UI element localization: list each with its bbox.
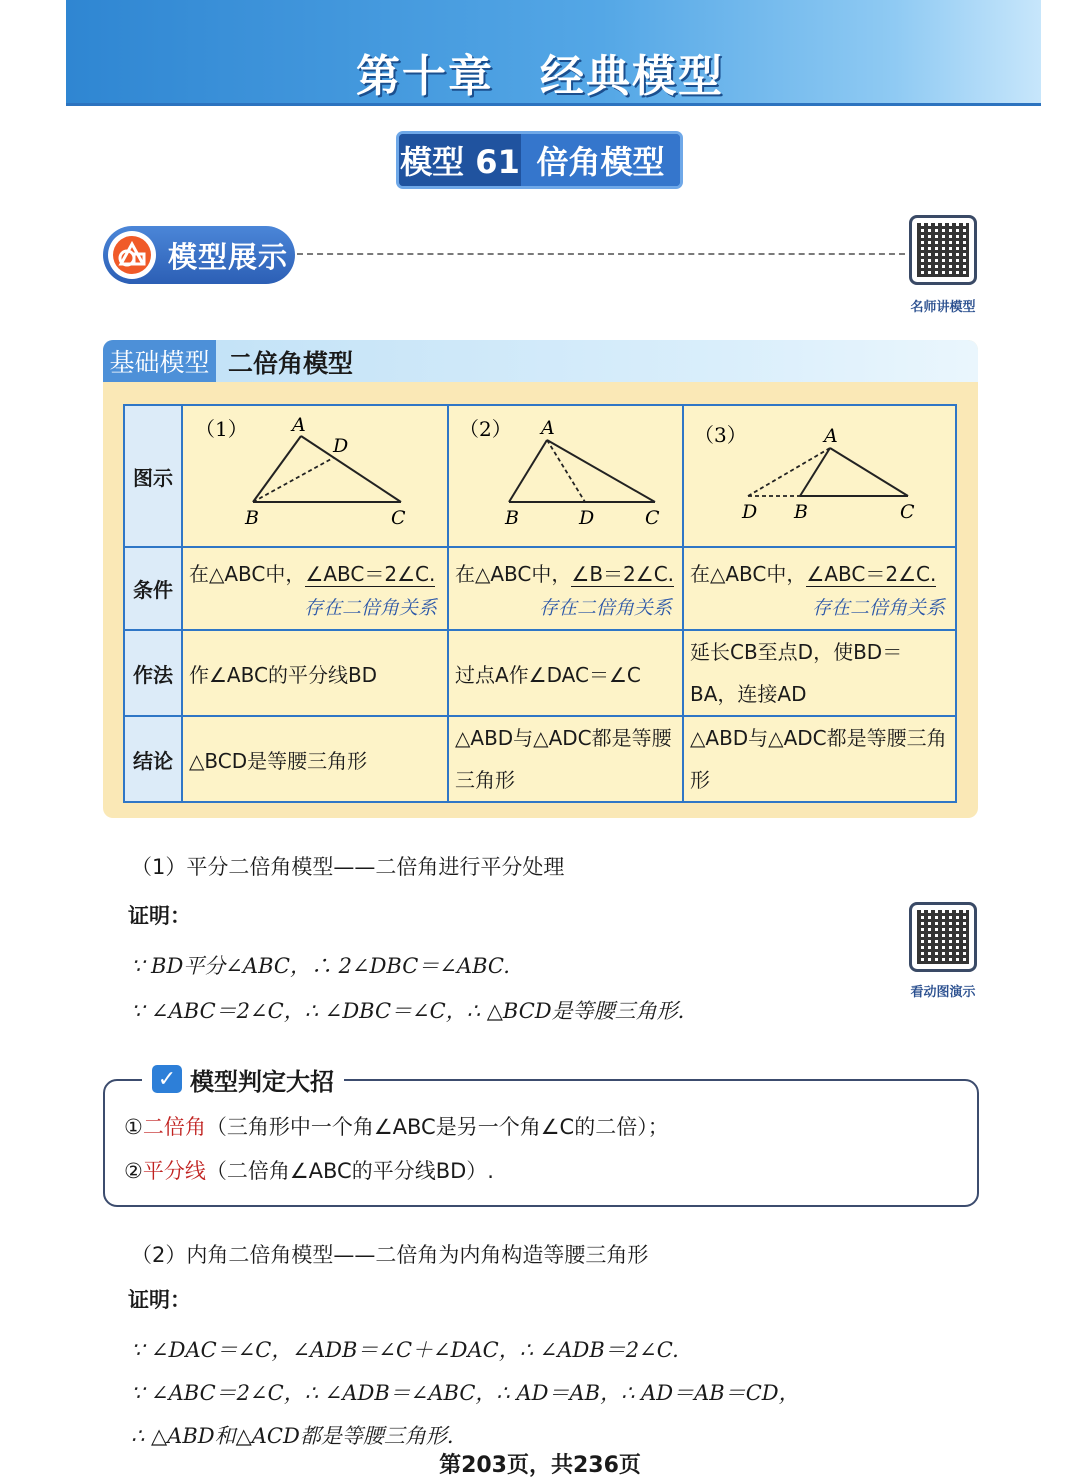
item-text: （三角形中一个角∠ABC是另一个角∠C的二倍）；	[205, 1115, 669, 1139]
item-text: （二倍角∠ABC的平分线BD）.	[205, 1159, 494, 1183]
part1-heading: （1）平分二倍角模型——二倍角进行平分处理	[131, 855, 565, 879]
point-label: D	[742, 501, 758, 523]
page-footer: 第203页，共236页	[439, 1453, 641, 1478]
figure-3-diagram	[684, 406, 955, 541]
condition-prefix: 在△ABC中，	[455, 561, 572, 586]
section-label: 模型展示	[168, 239, 289, 274]
judgment-box	[103, 1079, 979, 1207]
part1-proof-line: ∵ ∠ABC＝2∠C，∴ ∠DBC＝∠C，∴ △BCD是等腰三角形.	[131, 999, 685, 1023]
figure-cell-2	[448, 405, 683, 547]
part2-proof-line: ∵ ∠ABC＝2∠C，∴ ∠ADB＝∠ABC，∴ AD＝AB，∴ AD＝AB＝CD，	[131, 1381, 800, 1405]
item-keyword: 平分线	[142, 1159, 206, 1183]
figure-label: （3）	[694, 423, 747, 447]
conclusion-cell-1: △BCD是等腰三角形	[182, 716, 448, 802]
condition-cell-1	[182, 547, 448, 630]
conclusion-cell-2: △ABD与△ADC都是等腰三角形	[448, 716, 683, 802]
item-number: ②	[124, 1159, 143, 1183]
basic-model-title: 二倍角模型	[228, 349, 354, 378]
model-name: 倍角模型	[521, 134, 680, 186]
method-cell-2: 过点A作∠DAC＝∠C	[448, 630, 683, 716]
section-divider	[297, 253, 905, 255]
condition-relation: ∠ABC＝2∠C.	[806, 561, 937, 586]
conclusion-cell-3: △ABD与△ADC都是等腰三角形	[683, 716, 956, 802]
part2-heading: （2）内角二倍角模型——二倍角为内角构造等腰三角形	[131, 1243, 649, 1267]
chapter-title: 第十章 经典模型	[356, 51, 724, 102]
item-number: ①	[124, 1115, 143, 1139]
condition-prefix: 在△ABC中，	[189, 561, 306, 586]
row-head-condition: 条件	[124, 547, 182, 630]
point-label: C	[900, 501, 915, 523]
model-badge	[396, 131, 683, 189]
condition-cell-3	[683, 547, 956, 630]
method-cell-1: 作∠ABC的平分线BD	[182, 630, 448, 716]
qr-code-icon[interactable]	[909, 215, 977, 285]
figure-2-diagram	[449, 406, 682, 541]
part2-proof-label: 证明：	[128, 1288, 191, 1312]
condition-cell-2	[448, 547, 683, 630]
judgment-title: 模型判定大招	[190, 1067, 334, 1096]
condition-relation: ∠B＝2∠C.	[571, 561, 675, 586]
model-number: 模型 61	[399, 134, 521, 186]
condition-hint: 存在二倍角关系	[538, 596, 672, 619]
judgment-item	[124, 1111, 669, 1141]
figure-label: （2）	[459, 417, 512, 441]
checkmark-icon: ✓	[152, 1065, 182, 1093]
condition-prefix: 在△ABC中，	[690, 561, 807, 586]
point-label: C	[645, 507, 660, 529]
point-label: D	[333, 435, 349, 457]
point-label: C	[391, 507, 406, 529]
figure-cell-1	[182, 405, 448, 547]
section-title-pill	[103, 226, 295, 284]
judgment-item	[124, 1155, 494, 1185]
basic-model-tag: 基础模型	[103, 340, 216, 382]
part1-proof-line: ∵ BD平分∠ABC，∴ 2∠DBC＝∠ABC.	[131, 954, 510, 978]
row-head-method: 作法	[124, 630, 182, 716]
point-label: B	[505, 507, 519, 529]
part1-proof-label: 证明：	[128, 904, 191, 928]
qr-caption: 看动图演示	[910, 985, 976, 1000]
point-label: B	[245, 507, 259, 529]
part2-proof-line: ∴ △ABD和△ACD都是等腰三角形.	[131, 1424, 454, 1448]
condition-relation: ∠ABC＝2∠C.	[305, 561, 436, 586]
condition-hint: 存在二倍角关系	[811, 596, 945, 619]
point-label: A	[541, 417, 555, 439]
method-cell-3: 延长CB至点D，使BD＝BA，连接AD	[683, 630, 956, 716]
row-head-conclusion: 结论	[124, 716, 182, 802]
qr-code-icon[interactable]	[909, 902, 977, 972]
point-label: B	[794, 501, 808, 523]
condition-hint: 存在二倍角关系	[303, 596, 437, 619]
point-label: A	[292, 414, 306, 436]
judgment-title-wrap	[142, 1062, 344, 1096]
shapes-icon	[108, 231, 156, 279]
part2-proof-line: ∵ ∠DAC＝∠C，∠ADB＝∠C＋∠DAC，∴ ∠ADB＝2∠C.	[131, 1338, 679, 1362]
point-label: A	[824, 425, 838, 447]
item-keyword: 二倍角	[142, 1115, 206, 1139]
figure-cell-3	[683, 405, 956, 547]
row-head-figure: 图示	[124, 405, 182, 547]
figure-1-diagram	[183, 406, 447, 541]
qr-caption: 名师讲模型	[910, 300, 976, 315]
point-label: D	[579, 507, 595, 529]
figure-label: （1）	[195, 417, 248, 441]
model-table	[123, 404, 957, 803]
